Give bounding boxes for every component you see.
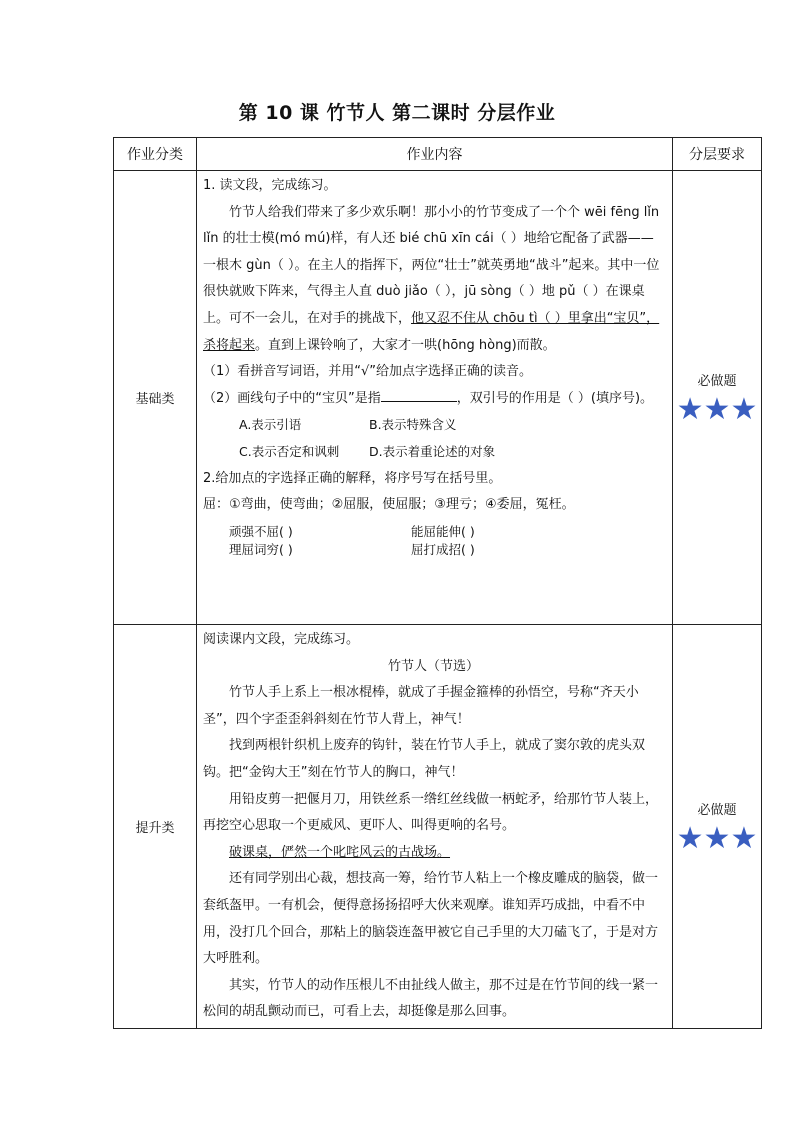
requirement-label: 必做题 [697, 374, 737, 389]
question-1-title: 1. 读文段，完成练习。 [203, 178, 337, 193]
content-advanced [197, 625, 673, 1029]
requirement-label: 必做题 [697, 802, 737, 818]
sub-question-1: （1）看拼音写词语，并用“√”给加点字选择正确的读音。 [203, 364, 533, 380]
option-c: C.表示否定和讽刺 [239, 443, 340, 459]
question-2-title: 2.给加点的字选择正确的解释，将序号写在括号里。 [203, 470, 502, 486]
content-basic [197, 171, 673, 625]
underlined-sentence: 破课桌，俨然一个叱咤风云的古战场。 [229, 844, 451, 860]
header-category: 作业分类 [114, 138, 197, 171]
star-rating [673, 392, 761, 427]
requirement-basic [673, 171, 762, 625]
sub-question-2-text-a: （2）画线句子中的“宝贝”是指 [203, 390, 381, 406]
underlined-sentence: 他又忍不住从 chōu tì（ ）里拿出“宝贝”，杀将起来 [203, 310, 660, 353]
option-a: A.表示引语 [239, 417, 302, 433]
paragraph-underlined [203, 840, 664, 867]
options-row-2 [203, 439, 664, 466]
reading-intro: 阅读课内文段，完成练习。 [203, 632, 360, 647]
passage-1-part-a: 竹节人给我们带来了多少欢乐啊！那小小的竹节变成了一个个 wēi fēng lǐn lǐn 的壮士模(mó mú)样，有人还 bié chū xīn cái（ ）地给它配备了武器—— 一根木 gùn（ ）。在主人的指挥下，两位“壮士”就英勇地“战斗”起来。其中一位很快就败下阵来，气得主人直 duò jiǎo（ ），jū sòng（ ）地 pǔ（ ）在课桌上。可不一会儿，在对手的挑战下， [203, 204, 660, 326]
star-icon: ★ [676, 392, 704, 427]
options-row-1 [203, 412, 664, 439]
word-item: 屈打成招( ) [411, 541, 475, 557]
excerpt-title: 竹节人（节选） [387, 658, 479, 674]
paragraph: 竹节人手上系上一根冰棍棒，就成了手握金箍棒的孙悟空，号称“齐天小圣”，四个字歪歪斜斜刻在竹节人背上，神气！ [203, 685, 639, 727]
option-b: B.表示特殊含义 [369, 417, 457, 433]
category-advanced: 提升类 [114, 625, 197, 1029]
table-header-row [114, 138, 762, 171]
answer-blank[interactable] [381, 387, 457, 402]
word-item: 能屈能伸( ) [411, 523, 475, 539]
requirement-advanced [673, 625, 762, 1029]
star-icon: ★ [703, 820, 731, 856]
page-title: 第 10 课 竹节人 第二课时 分层作业 [238, 102, 556, 124]
table-row-advanced [114, 625, 762, 1029]
word-item: 理屈词穷( ) [229, 541, 293, 557]
table-row-basic [114, 171, 762, 625]
star-icon: ★ [730, 392, 758, 427]
star-icon: ★ [730, 820, 758, 856]
word-list [203, 523, 664, 559]
passage-1-part-b: 。直到上课铃响了，大家才一哄(hōng hòng)而散。 [255, 337, 556, 353]
paragraph: 还有同学别出心裁，想技高一筹，给竹节人粘上一个橡皮雕成的脑袋，做一套纸盔甲。一有机会，便得意扬扬招呼大伙来观摩。谁知弄巧成拙，中看不中用，没打几个回合，那粘上的脑袋连盔甲被它自己手里的大刀磕飞了，于是对方大呼胜利。 [203, 871, 659, 967]
paragraph: 用铅皮剪一把偃月刀，用铁丝系一绺红丝线做一柄蛇矛，给那竹节人装上，再挖空心思取一个更威风、更吓人、叫得更响的名号。 [203, 791, 659, 834]
header-requirement: 分层要求 [673, 138, 762, 171]
header-content: 作业内容 [197, 138, 673, 171]
sub-question-2 [203, 386, 664, 413]
homework-table [113, 137, 762, 1029]
sub-question-2-text-b: ，双引号的作用是（ ）(填序号)。 [456, 390, 654, 406]
star-icon: ★ [703, 392, 731, 427]
paragraph: 其实，竹节人的动作压根儿不由扯线人做主，那不过是在竹节间的线一紧一松间的胡乱颤动而已，可看上去，却挺像是那么回事。 [203, 977, 659, 1020]
star-icon: ★ [676, 820, 704, 856]
paragraph: 找到两根针织机上废弃的钩针，装在竹节人手上，就成了窦尔敦的虎头双钩。把“金钩大王”刻在竹节人的胸口，神气！ [203, 738, 646, 780]
word-item: 顽强不屈( ) [229, 523, 293, 539]
category-basic: 基础类 [114, 171, 197, 625]
qu-definitions: 屈：①弯曲，使弯曲；②屈服，使屈服；③理亏；④委屈，冤枉。 [203, 497, 575, 513]
passage-1 [203, 200, 664, 360]
star-rating [673, 820, 761, 856]
option-d: D.表示着重论述的对象 [369, 443, 496, 459]
